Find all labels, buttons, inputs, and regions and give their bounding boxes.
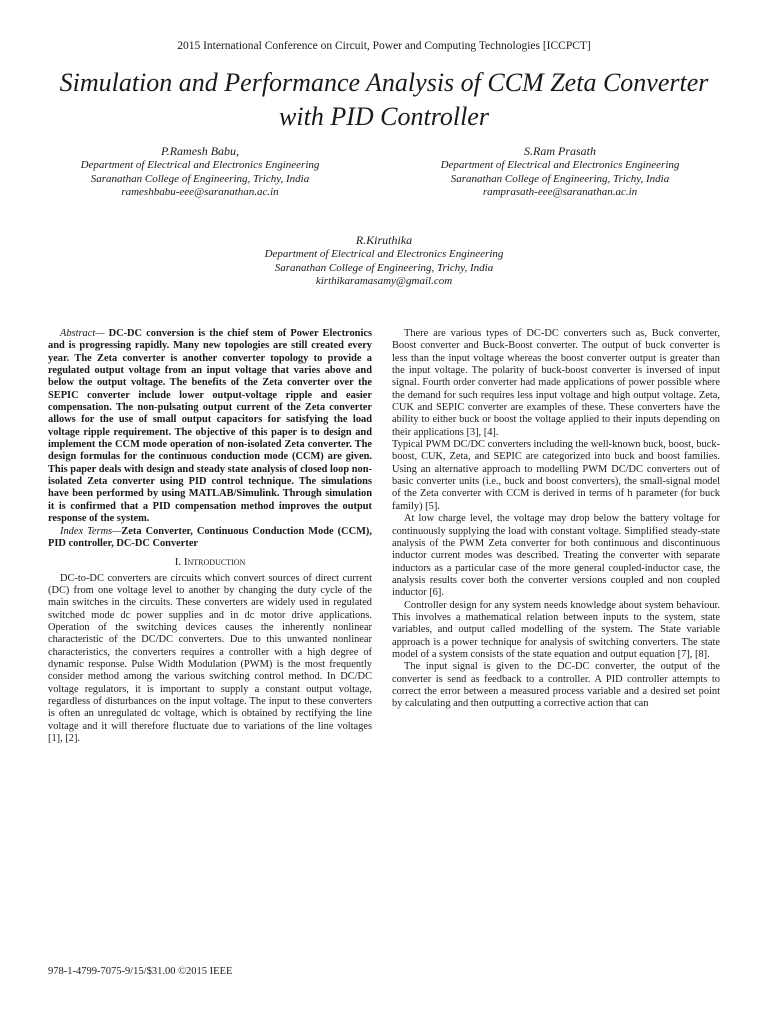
author-name: R.Kiruthika xyxy=(355,233,413,247)
author-college: Saranathan College of Engineering, Trichy, India xyxy=(90,172,310,185)
index-terms-label: Index Terms— xyxy=(60,525,122,537)
body-paragraph: At low charge level, the voltage may drop below the battery voltage for continuously supplying the load with constant voltage. Simplified steady-state analysis of the PWM Zeta converter for both continuous and discontinuous inductor current modes was described. Treating the converter with separate inductors as a particular case of the more general coupled-inductor case, the analysis results cover both the converter versions coupled and non coupled inductor [6]. xyxy=(392,513,720,599)
abstract xyxy=(48,328,372,526)
author-email: rameshbabu-eee@saranathan.ac.in xyxy=(121,186,279,198)
body-paragraph: Controller design for any system needs knowledge about system behaviour. This involves a mathematical relation between inputs to the system, state variables, and output called modelling of the system. The State variable approach is a power technique for analysis of switching converters. The state model of a system consists of the state equation and output equation [7], [8]. xyxy=(392,599,720,660)
author-department: Department of Electrical and Electronics Engineering xyxy=(264,248,504,260)
author-college: Saranathan College of Engineering, Trichy, India xyxy=(274,261,494,274)
author-name: S.Ram Prasath xyxy=(524,144,596,158)
copyright-footer: 978-1-4799-7075-9/15/$31.00 ©2015 IEEE xyxy=(48,966,233,977)
index-terms xyxy=(48,526,372,551)
abstract-text: DC-DC conversion is the chief stem of Power Electronics and is progressing rapidly. Many new topologies are still created every year. The Zeta converter is another converter topology to provide a regulated output voltage from an input voltage that varies above and below the output voltage. The benefits of the Zeta converter over the SEPIC converter include lower output-voltage ripple and easier compensation. The non-pulsating output current of the Zeta converter allows for the use of small output capacitors for satisfying the load voltage ripple requirement. The objective of this paper is to design and implement the CCM mode operation of non-isolated Zeta converter. The design formulas for the continuous conduction mode (CCM) are given. This paper deals with design and steady state analysis of closed loop non-isolated Zeta converter using PID control technique. The simulations have been performed by using MATLAB/Simulink. Through simulation it is confirmed that a PID compensation method improves the output response of the system. xyxy=(48,328,372,525)
author-department: Department of Electrical and Electronics Engineering xyxy=(80,159,320,171)
author-college: Saranathan College of Engineering, Trichy, India xyxy=(450,172,670,185)
author-email: kirthikaramasamy@gmail.com xyxy=(315,275,453,287)
body-paragraph: The input signal is given to the DC-DC converter, the output of the converter is send as feedback to a controller. A PID controller attempts to correct the error between a measured process variable and a desired set point by calculating and then outputting a corrective action that can xyxy=(392,661,720,710)
author-email: ramprasath-eee@saranathan.ac.in xyxy=(482,186,638,198)
conference-header: 2015 International Conference on Circuit, Power and Computing Technologies [ICCPCT] xyxy=(177,40,591,52)
right-column xyxy=(392,328,720,711)
body-paragraph: Typical PWM DC/DC converters including the well-known buck, boost, buck-boost, CUK, Zeta, and SEPIC are categorized into buck and boost families. Using an alternative approach to modelling PWM DC/DC converters out of basic converter units (i.e., buck and boost converters), the small-signal model of the Zeta converter with CCM is derived in terms of h parameter (for buck family) [5]. xyxy=(392,439,720,512)
paper-title: Simulation and Performance Analysis of CCM Zeta Converter with PID Controller xyxy=(59,68,709,131)
author-block-2 xyxy=(390,143,730,200)
intro-paragraph: DC-to-DC converters are circuits which convert sources of direct current (DC) from one voltage level to another by changing the duty cycle of the main switches in the circuits. These converters are widely used in regulated switched mode dc power supplies and in dc motor drive applications. Operation of the switching devices causes the inherently nonlinear characteristic of the DC/DC converters. Due to this unwanted nonlinear characteristics, the converters requires a controller with a high degree of dynamic response. Pulse Width Modulation (PWM) is the most frequently consider method among the various switching control method. In DC/DC voltage regulators, it is important to supply a constant output voltage, regardless of disturbances on the input voltage. The input to these converters is often an unregulated dc voltage, which is obtained by rectifying the line voltage and it will therefore fluctuate due to variations of the line voltages [1], [2]. xyxy=(48,572,372,744)
abstract-label: Abstract— xyxy=(60,328,105,339)
body-paragraph: There are various types of DC-DC converters such as, Buck converter, Boost converter and Buck-Boost converter. The output of buck converter is less than the input voltage whereas the boost converter output is greater than the input voltage. The polarity of buck-boost converter is inversed of input signal. Fourth order converter had made applications of power possible where the demand for such requires less input voltage and high output voltage. Zeta, CUK and SEPIC converter are examples of these. These converters have the ability to either buck or boost the voltage applied to their inputs depending on their applications [3], [4]. xyxy=(392,328,720,438)
section-heading-introduction: I. Introduction xyxy=(174,556,246,569)
author-block-1 xyxy=(30,143,370,200)
index-terms-text: Zeta Converter, Continuous Conduction Mode (CCM), PID controller, DC-DC Converter xyxy=(48,525,372,549)
author-block-3 xyxy=(214,232,554,289)
author-department: Department of Electrical and Electronics Engineering xyxy=(440,159,680,171)
left-column xyxy=(48,328,372,745)
author-name: P.Ramesh Babu, xyxy=(160,144,240,158)
